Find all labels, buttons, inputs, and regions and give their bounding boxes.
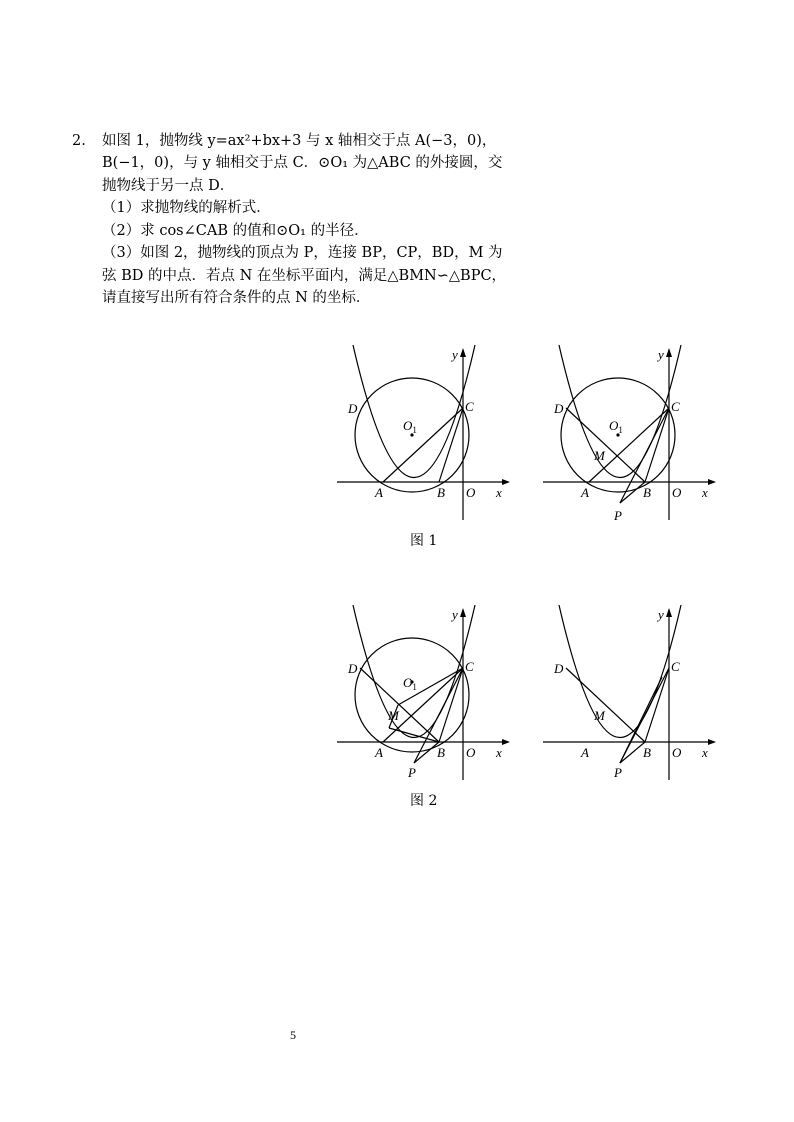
label-c: C [671, 399, 680, 414]
label-p: P [614, 765, 622, 780]
y-axis-arrow [666, 608, 672, 617]
label-y: y [452, 607, 458, 622]
label-x: x [496, 485, 502, 500]
label-p: P [408, 765, 416, 780]
label-d: D [554, 661, 564, 676]
figure-1-right [538, 345, 726, 535]
label-m: M [594, 448, 605, 463]
problem-statement-line-1: 如图 1，抛物线 y=ax²+bx+3 与 x 轴相交于点 A(−3，0)， [102, 133, 497, 149]
problem-text [72, 130, 532, 310]
label-x: x [702, 485, 708, 500]
figure-1-left-svg [332, 345, 520, 535]
question-1: （1）求抛物线的解析式． [102, 200, 271, 217]
label-y: y [452, 347, 458, 362]
problem-line-1 [72, 130, 532, 152]
label-p: P [614, 508, 622, 523]
label-o1 [403, 675, 417, 692]
caption-figure-1: 图 1 [410, 533, 438, 549]
label-d: D [554, 401, 564, 416]
label-o1-sub: 1 [412, 682, 417, 692]
label-a: A [581, 485, 589, 500]
label-o1-main: O [403, 675, 413, 690]
segment-db [566, 668, 645, 742]
label-a: A [375, 485, 383, 500]
label-m: M [594, 708, 605, 723]
segment-bp [414, 742, 439, 763]
y-axis-arrow [666, 348, 672, 357]
label-x: x [496, 745, 502, 760]
figure-1-right-svg [538, 345, 726, 535]
question-3-line-2: 弦 BD 的中点．若点 N 在坐标平面内，满足△BMN∽△BPC， [102, 267, 507, 284]
label-o: O [672, 745, 682, 760]
label-b: B [643, 485, 651, 500]
label-c: C [671, 659, 680, 674]
question-3-line-1: （3）如图 2，抛物线的顶点为 P，连接 BP，CP，BD，M 为 [102, 245, 503, 262]
label-b: B [437, 745, 445, 760]
figure-2-left-svg [332, 605, 520, 795]
y-axis-arrow [460, 608, 466, 617]
label-b: B [643, 745, 651, 760]
x-axis-arrow [502, 739, 510, 745]
x-axis-arrow [708, 479, 716, 485]
x-axis-arrow [502, 479, 510, 485]
figure-2-right [538, 605, 726, 795]
segment-bp [620, 742, 645, 763]
segment-pn [620, 677, 662, 763]
caption-figure-2: 图 2 [410, 793, 438, 809]
figure-1-left [332, 345, 520, 535]
label-a: A [581, 745, 589, 760]
question-3-line-3: 请直接写出所有符合条件的点 N 的坐标． [102, 290, 371, 307]
label-o1-main: O [609, 418, 619, 433]
label-o1-sub: 1 [412, 425, 417, 435]
problem-line-2: B(−1，0)，与 y 轴相交于点 C．⊙O₁ 为△ABC 的外接圆，交 [102, 155, 503, 172]
question-2: （2）求 cos∠CAB 的值和⊙O₁ 的半径． [102, 222, 369, 239]
label-d: D [348, 661, 358, 676]
label-o1 [609, 418, 623, 435]
figure-2-left [332, 605, 520, 795]
segment-bp [620, 482, 645, 503]
problem-line-3: 抛物线于另一点 D． [102, 177, 235, 194]
page-number: 5 [290, 1028, 296, 1042]
label-y: y [658, 607, 664, 622]
parabola [353, 345, 475, 478]
label-o1-sub: 1 [618, 425, 623, 435]
label-m: M [388, 708, 399, 723]
label-o: O [466, 485, 476, 500]
label-o1 [403, 418, 417, 435]
segment-db [566, 408, 645, 482]
label-o: O [672, 485, 682, 500]
problem-number: 2. [72, 133, 86, 149]
figure-2-right-svg [538, 605, 726, 795]
label-o1-main: O [403, 418, 413, 433]
parabola [559, 345, 681, 478]
parabola [559, 605, 681, 738]
label-y: y [658, 347, 664, 362]
label-x: x [702, 745, 708, 760]
label-d: D [348, 401, 358, 416]
y-axis-arrow [460, 348, 466, 357]
label-c: C [465, 399, 474, 414]
label-c: C [465, 659, 474, 674]
x-axis-arrow [708, 739, 716, 745]
label-b: B [437, 485, 445, 500]
label-o: O [466, 745, 476, 760]
label-a: A [375, 745, 383, 760]
